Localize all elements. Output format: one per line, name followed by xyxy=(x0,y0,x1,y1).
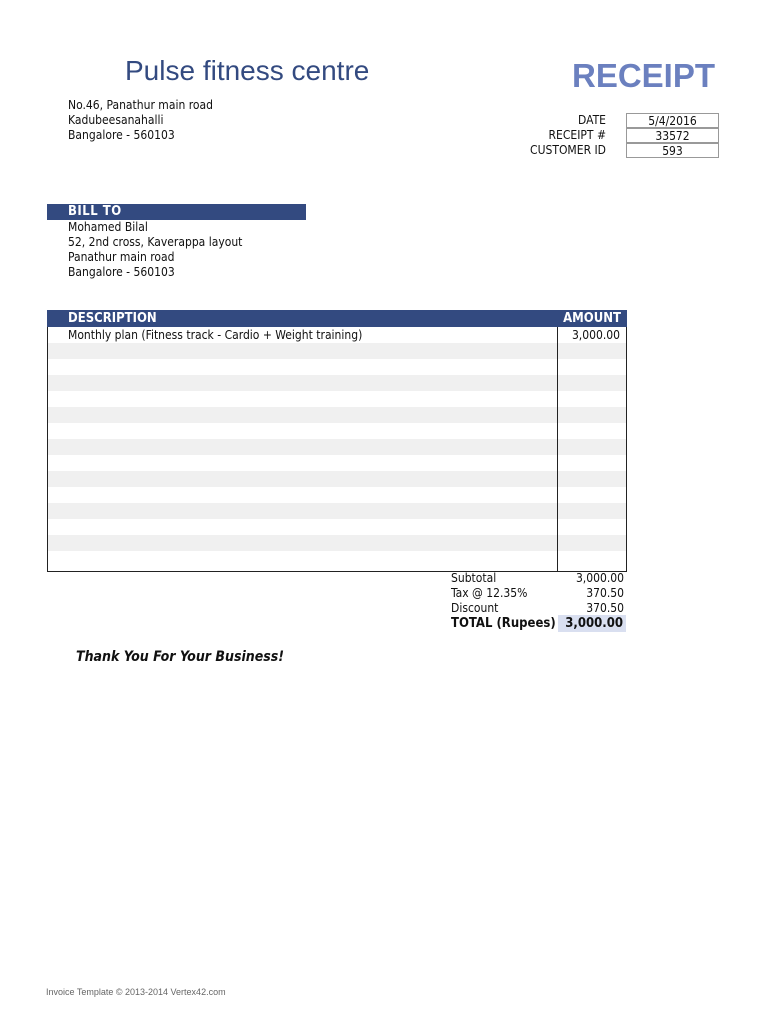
table-row xyxy=(48,455,626,471)
item-amount: 3,000.00 xyxy=(571,328,620,342)
bill-to-line: 52, 2nd cross, Kaverappa layout xyxy=(68,235,243,249)
tax-value: 370.50 xyxy=(586,586,624,600)
amount-column-divider xyxy=(557,327,558,571)
document-title: RECEIPT xyxy=(572,57,716,94)
thank-you-message: Thank You For Your Business! xyxy=(76,649,285,665)
table-row xyxy=(48,519,626,535)
date-value: 5/4/2016 xyxy=(626,113,719,128)
bill-to-line: Mohamed Bilal xyxy=(68,220,148,234)
company-address-line: No.46, Panathur main road xyxy=(68,98,213,112)
description-column-header: DESCRIPTION xyxy=(68,311,157,326)
bill-to-line: Bangalore - 560103 xyxy=(68,265,175,279)
customer-id-label: CUSTOMER ID xyxy=(530,143,606,157)
bill-to-line: Panathur main road xyxy=(68,250,175,264)
tax-label: Tax @ 12.35% xyxy=(451,586,528,600)
total-label: TOTAL (Rupees) xyxy=(451,616,556,631)
company-name: Pulse fitness centre xyxy=(125,55,370,86)
table-row xyxy=(48,471,626,487)
items-table-header xyxy=(47,310,627,327)
discount-value: 370.50 xyxy=(586,601,624,615)
table-row xyxy=(48,503,626,519)
subtotal-label: Subtotal xyxy=(451,571,497,585)
table-row xyxy=(48,375,626,391)
table-row xyxy=(48,487,626,503)
receipt-number-label: RECEIPT # xyxy=(548,128,606,142)
date-label: DATE xyxy=(578,113,606,127)
total-value: 3,000.00 xyxy=(558,615,626,632)
subtotal-value: 3,000.00 xyxy=(575,571,624,585)
table-row xyxy=(48,327,626,343)
customer-id-value: 593 xyxy=(626,143,719,158)
table-row xyxy=(48,551,626,571)
table-row xyxy=(48,535,626,551)
table-row xyxy=(48,423,626,439)
company-address-line: Kadubeesanahalli xyxy=(68,113,164,127)
receipt-number-value: 33572 xyxy=(626,128,719,143)
company-address-line: Bangalore - 560103 xyxy=(68,128,175,142)
discount-label: Discount xyxy=(451,601,499,615)
table-row xyxy=(48,439,626,455)
bill-to-heading: BILL TO xyxy=(47,204,306,220)
table-row xyxy=(48,407,626,423)
item-description: Monthly plan (Fitness track - Cardio + Weight training) xyxy=(68,328,363,342)
footer-credit: Invoice Template © 2013-2014 Vertex42.com xyxy=(46,987,226,997)
table-row xyxy=(48,391,626,407)
table-row xyxy=(48,359,626,375)
amount-column-header: AMOUNT xyxy=(563,311,621,326)
table-row xyxy=(48,343,626,359)
